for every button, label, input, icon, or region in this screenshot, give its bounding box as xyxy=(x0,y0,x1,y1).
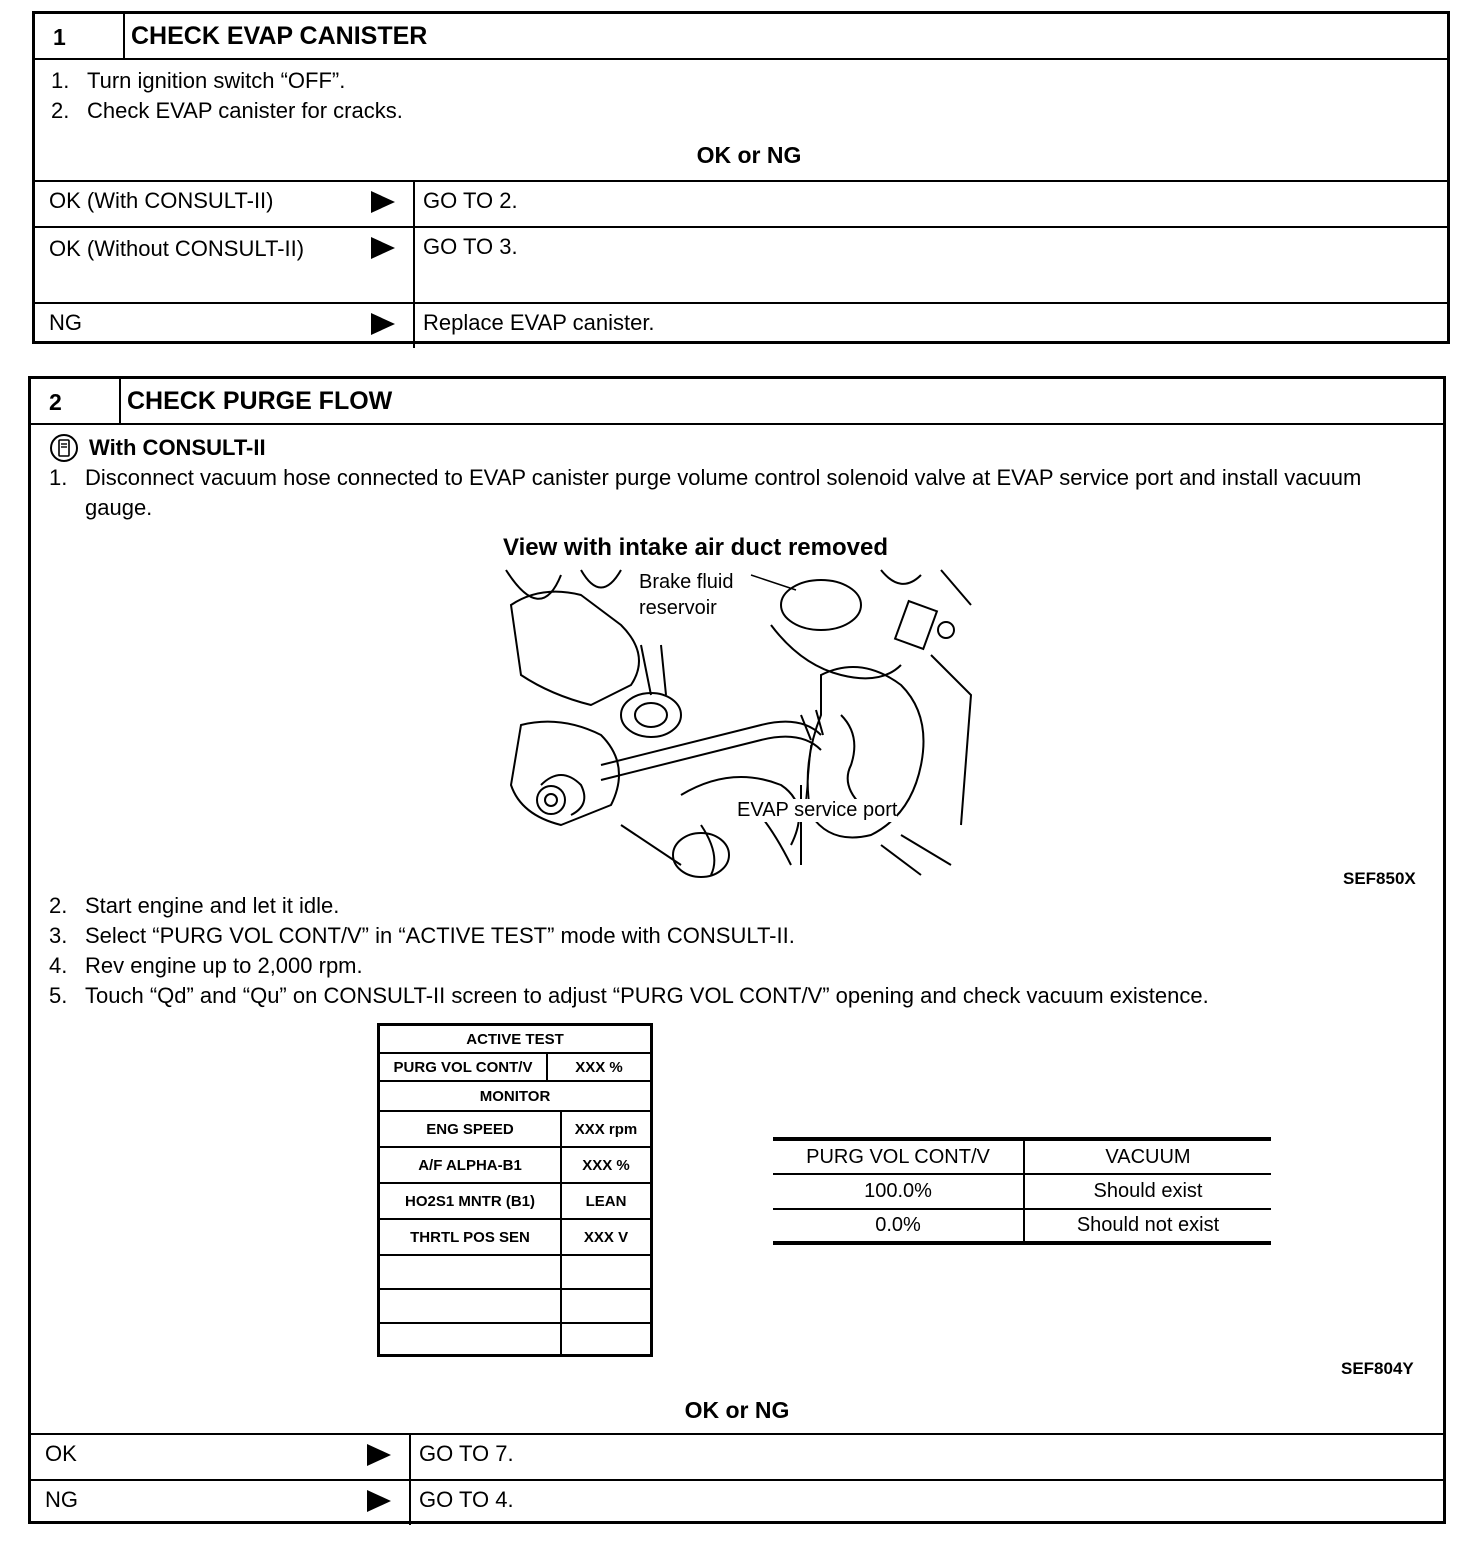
step-2-header xyxy=(31,379,1443,425)
figure-ref-sef804y: SEF804Y xyxy=(1341,1359,1414,1378)
result-action: GO TO 2. xyxy=(423,188,518,213)
arrow-right-icon xyxy=(371,191,395,213)
label-reservoir: reservoir xyxy=(639,597,717,619)
ok-or-ng-heading: OK or NG xyxy=(696,142,802,168)
step-1-number: 1 xyxy=(35,14,125,58)
arrow-right-icon xyxy=(367,1444,391,1466)
step-1-title: CHECK EVAP CANISTER xyxy=(131,22,428,50)
instruction-item: 3. Select “PURG VOL CONT/V” in “ACTIVE TEST” mode with CONSULT-II. xyxy=(49,923,795,948)
label-brake-fluid: Brake fluid xyxy=(639,571,734,593)
monitor-header: MONITOR xyxy=(380,1082,650,1112)
result-row-ok-without-consult xyxy=(35,226,1447,302)
result-row-ng xyxy=(35,302,1447,348)
ok-or-ng-heading: OK or NG xyxy=(684,1397,790,1423)
result-action: GO TO 4. xyxy=(419,1487,514,1512)
result-action: GO TO 3. xyxy=(423,234,518,259)
consult-tool-icon xyxy=(49,433,79,463)
step-1-header xyxy=(35,14,1447,60)
vacuum-check-table xyxy=(773,1137,1271,1245)
figure-caption: View with intake air duct removed xyxy=(503,534,889,561)
result-row-ok xyxy=(31,1433,1443,1479)
monitor-row: A/F ALPHA-B1 XXX % xyxy=(380,1148,650,1184)
monitor-row: THRTL POS SEN XXX V xyxy=(380,1220,650,1256)
arrow-right-icon xyxy=(371,313,395,335)
monitor-row: ENG SPEED XXX rpm xyxy=(380,1112,650,1148)
result-condition: NG xyxy=(45,1487,78,1512)
consult-screen-table xyxy=(377,1023,653,1357)
vacuum-table-header: PURG VOL CONT/V VACUUM xyxy=(773,1137,1271,1175)
vacuum-table-row: 100.0% Should exist xyxy=(773,1175,1271,1210)
empty-row xyxy=(380,1290,650,1324)
step-2-title: CHECK PURGE FLOW xyxy=(127,387,393,415)
step-1-block xyxy=(32,11,1450,344)
result-condition: NG xyxy=(49,310,82,335)
arrow-right-icon xyxy=(371,237,395,259)
vacuum-table-row: 0.0% Should not exist xyxy=(773,1210,1271,1245)
empty-row xyxy=(380,1324,650,1354)
monitor-row: HO2S1 MNTR (B1) LEAN xyxy=(380,1184,650,1220)
step-2-number: 2 xyxy=(31,379,121,423)
result-condition: OK xyxy=(45,1441,77,1466)
instruction-item: 4. Rev engine up to 2,000 rpm. xyxy=(49,953,363,978)
label-evap-service-port: EVAP service port xyxy=(737,799,898,821)
step-2-block xyxy=(28,376,1446,1524)
step-2-instructions-2-5 xyxy=(49,891,1439,1011)
result-row-ng xyxy=(31,1479,1443,1525)
engine-bay-illustration xyxy=(501,565,981,885)
step-2-results xyxy=(31,1433,1443,1525)
arrow-right-icon xyxy=(367,1490,391,1512)
empty-row xyxy=(380,1256,650,1290)
result-action: GO TO 7. xyxy=(419,1441,514,1466)
instruction-item: 2. Start engine and let it idle. xyxy=(49,893,340,918)
step-1-instructions xyxy=(35,60,1447,180)
active-test-header: ACTIVE TEST xyxy=(380,1026,650,1054)
result-row-ok-with-consult xyxy=(35,180,1447,226)
instruction-item: 5. Touch “Qd” and “Qu” on CONSULT-II screen to adjust “PURG VOL CONT/V” opening and check vacuum existence. xyxy=(49,983,1209,1008)
result-condition: OK (Without CONSULT-II) xyxy=(49,236,305,261)
with-consult-heading: With CONSULT-II xyxy=(49,433,266,463)
step-2-instruction-1: 1. Disconnect vacuum hose connected to EVAP canister purge volume control solenoid valve at EVAP service port and install vacuum gauge. xyxy=(49,465,1362,520)
instruction-item: 1. Turn ignition switch “OFF”. xyxy=(51,68,346,93)
purg-vol-row: PURG VOL CONT/V XXX % xyxy=(380,1054,650,1082)
result-condition: OK (With CONSULT-II) xyxy=(49,188,274,213)
instruction-item: 2. Check EVAP canister for cracks. xyxy=(51,98,403,123)
result-action: Replace EVAP canister. xyxy=(423,310,655,335)
figure-ref-sef850x: SEF850X xyxy=(1343,869,1416,888)
